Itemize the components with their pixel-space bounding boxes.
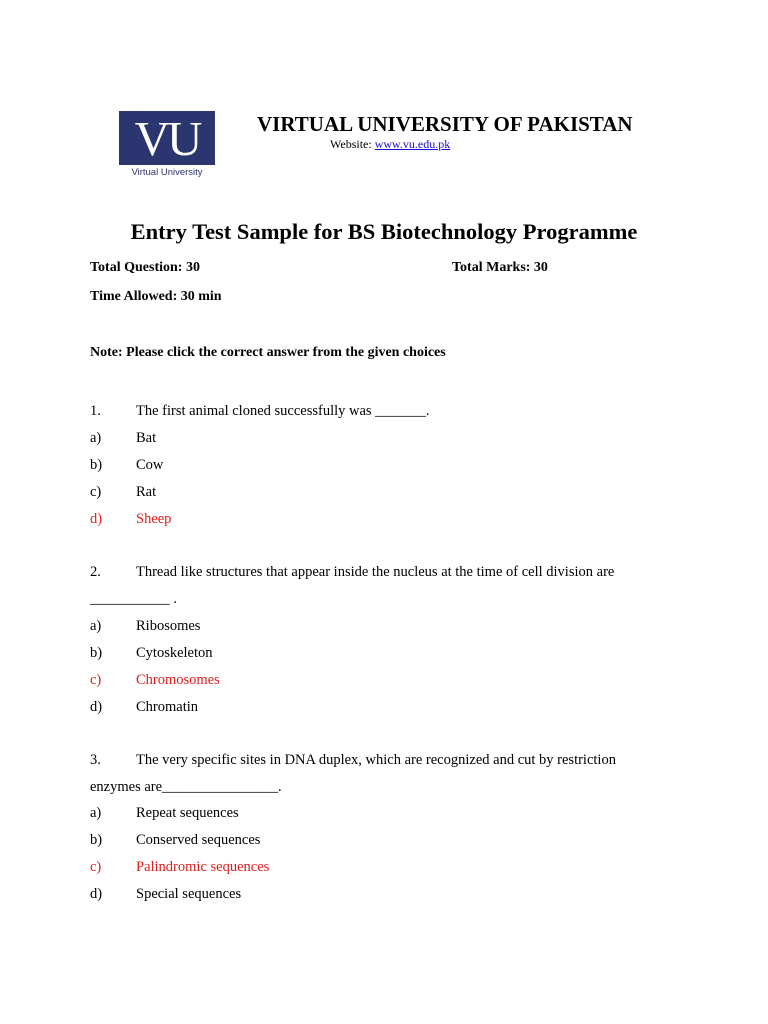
logo-mark (119, 111, 215, 165)
question-number: 3. (90, 752, 101, 768)
logo-letters: VU (134, 111, 200, 166)
answer-option[interactable] (0, 803, 768, 823)
option-letter: b) (90, 832, 103, 848)
option-letter: c) (90, 672, 102, 688)
option-text: Repeat sequences (136, 805, 239, 821)
option-text: Cytoskeleton (136, 645, 213, 661)
answer-option[interactable] (0, 482, 768, 502)
option-letter: a) (90, 618, 102, 634)
answer-option[interactable] (0, 884, 768, 904)
question-text: The first animal cloned successfully was _______. (136, 403, 430, 419)
question-continuation (0, 777, 768, 797)
website-line (330, 136, 450, 152)
answer-option[interactable] (0, 643, 768, 663)
instructions-note: Note: Please click the correct answer from the given choices (90, 345, 446, 360)
option-text: Conserved sequences (136, 832, 261, 848)
university-name: VIRTUAL UNIVERSITY OF PAKISTAN (257, 112, 633, 136)
option-text: Chromosomes (136, 672, 220, 688)
document-title: Entry Test Sample for BS Biotechnology Programme (130, 219, 638, 244)
vu-logo (119, 111, 215, 179)
option-text: Cow (136, 457, 164, 473)
option-letter: c) (90, 484, 102, 500)
answer-option-correct[interactable] (0, 509, 768, 529)
option-text: Palindromic sequences (136, 859, 270, 875)
total-marks: Total Marks: 30 (452, 260, 548, 275)
option-text: Rat (136, 484, 157, 500)
logo-caption: Virtual University (131, 167, 203, 178)
option-letter: b) (90, 457, 103, 473)
question-number: 2. (90, 564, 101, 580)
question-stem (0, 401, 768, 421)
question-number: 1. (90, 403, 101, 419)
question-text: The very specific sites in DNA duplex, which are recognized and cut by restriction (136, 752, 616, 768)
question-text: Thread like structures that appear inside the nucleus at the time of cell division are (136, 564, 615, 580)
option-text: Bat (136, 430, 157, 446)
option-text: Sheep (136, 511, 172, 527)
question-text-continued: ___________ . (90, 591, 177, 607)
question-stem (0, 562, 768, 582)
option-text: Ribosomes (136, 618, 201, 634)
option-text: Chromatin (136, 699, 199, 715)
option-letter: a) (90, 805, 102, 821)
answer-option[interactable] (0, 455, 768, 475)
answer-option[interactable] (0, 830, 768, 850)
option-letter: a) (90, 430, 102, 446)
website-label: Website: (330, 137, 375, 151)
answer-option-correct[interactable] (0, 857, 768, 877)
question-text-continued: enzymes are________________. (90, 779, 282, 795)
question-continuation (0, 589, 768, 609)
option-letter: c) (90, 859, 102, 875)
website-link[interactable]: www.vu.edu.pk (374, 137, 451, 151)
total-questions: Total Question: 30 (90, 260, 200, 275)
option-letter: d) (90, 699, 103, 715)
answer-option[interactable] (0, 616, 768, 636)
answer-option-correct[interactable] (0, 670, 768, 690)
option-letter: d) (90, 511, 103, 527)
answer-option[interactable] (0, 428, 768, 448)
answer-option[interactable] (0, 697, 768, 717)
option-letter: d) (90, 886, 103, 902)
time-allowed: Time Allowed: 30 min (90, 289, 222, 304)
option-text: Special sequences (136, 886, 242, 902)
question-stem (0, 750, 768, 770)
option-letter: b) (90, 645, 103, 661)
